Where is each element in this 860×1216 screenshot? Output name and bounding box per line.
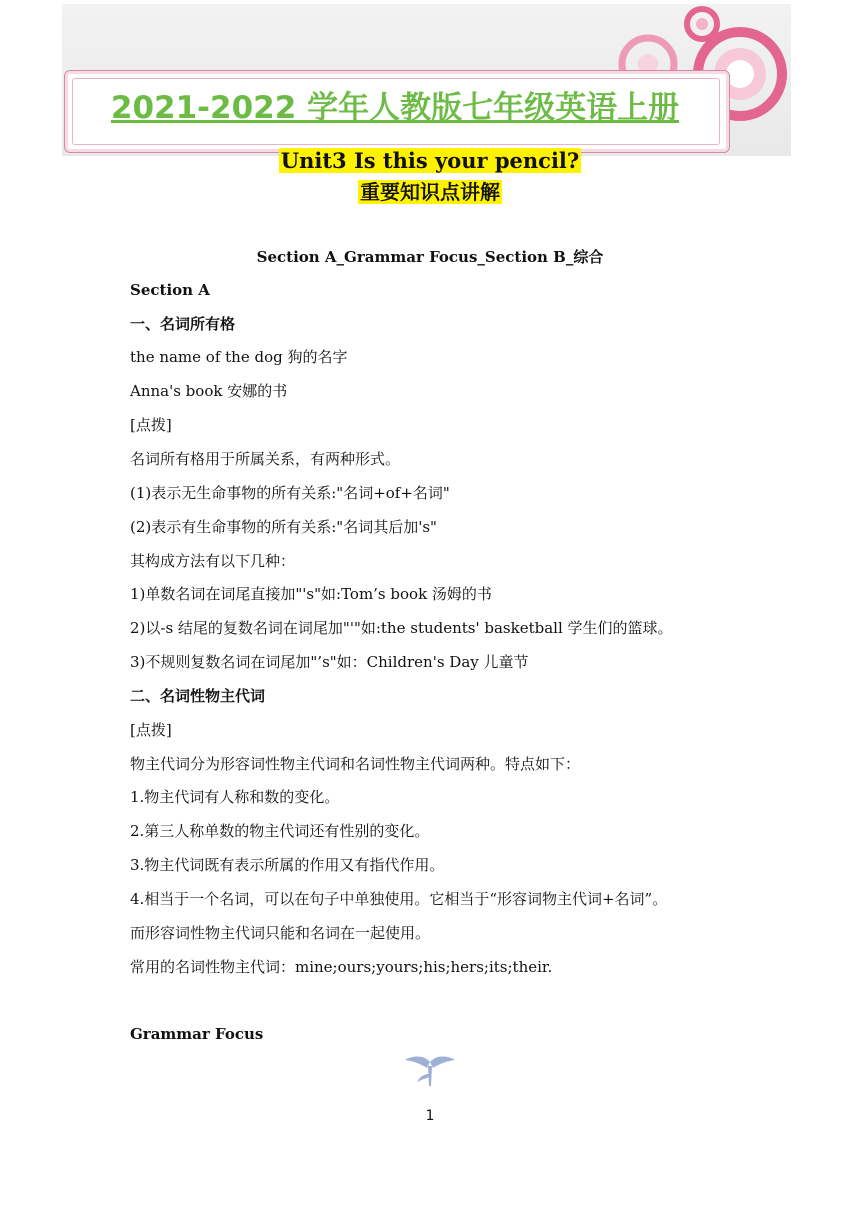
text-line: 名词所有格用于所属关系，有两种形式。 (130, 450, 401, 468)
text-line: 物主代词分为形容词性物主代词和名词性物主代词两种。特点如下： (130, 755, 581, 773)
heading-possessive-pronouns: 二、名词性物主代词 (130, 687, 266, 705)
text-line: 常用的名词性物主代词：mine;ours;yours;his;hers;its;their. (130, 958, 553, 976)
unit-title: Unit3 Is this your pencil? (280, 148, 580, 173)
section-heading: Section A_Grammar Focus_Section B_综合 (256, 248, 604, 266)
text-line: 4.相当于一个名词，可以在句子中单独使用。它相当于“形容词物主代词+名词”。 (130, 890, 668, 908)
banner-title: 2021-2022 学年人教版七年级英语上册 (110, 90, 680, 126)
footer-ornament-icon (403, 1052, 457, 1088)
text-line: [点拨] (130, 721, 172, 739)
text-line: 1)单数名词在词尾直接加"'s"如:Tom’s book 汤姆的书 (130, 585, 492, 603)
text-line: the name of the dog 狗的名字 (130, 348, 348, 366)
text-line: Anna's book 安娜的书 (130, 382, 288, 400)
text-line: 其构成方法有以下几种： (130, 552, 296, 570)
subtitle-row (0, 180, 860, 204)
page-number: 1 (425, 1108, 435, 1124)
grammar-focus-heading: Grammar Focus (130, 1025, 264, 1043)
text-line: 3.物主代词既有表示所属的作用又有指代作用。 (130, 856, 445, 874)
text-line: [点拨] (130, 416, 172, 434)
text-line: 3)不规则复数名词在词尾加"’s"如：Children's Day 儿童节 (130, 653, 529, 671)
subtitle: 重要知识点讲解 (360, 180, 500, 204)
text-line: 2)以-s 结尾的复数名词在词尾加"'"如:the students' basketball 学生们的篮球。 (130, 619, 673, 637)
text-line: 而形容词性物主代词只能和名词在一起使用。 (130, 924, 431, 942)
heading-possessive-case: 一、名词所有格 (130, 315, 236, 333)
text-line: 1.物主代词有人称和数的变化。 (130, 788, 340, 806)
text-line: (1)表示无生命事物的所有关系:"名词+of+名词" (130, 484, 450, 502)
text-line: 2.第三人称单数的物主代词还有性别的变化。 (130, 822, 430, 840)
section-a-heading: Section A (130, 281, 210, 299)
unit-title-row (0, 148, 860, 173)
text-line: (2)表示有生命事物的所有关系:"名词其后加's" (130, 518, 437, 536)
